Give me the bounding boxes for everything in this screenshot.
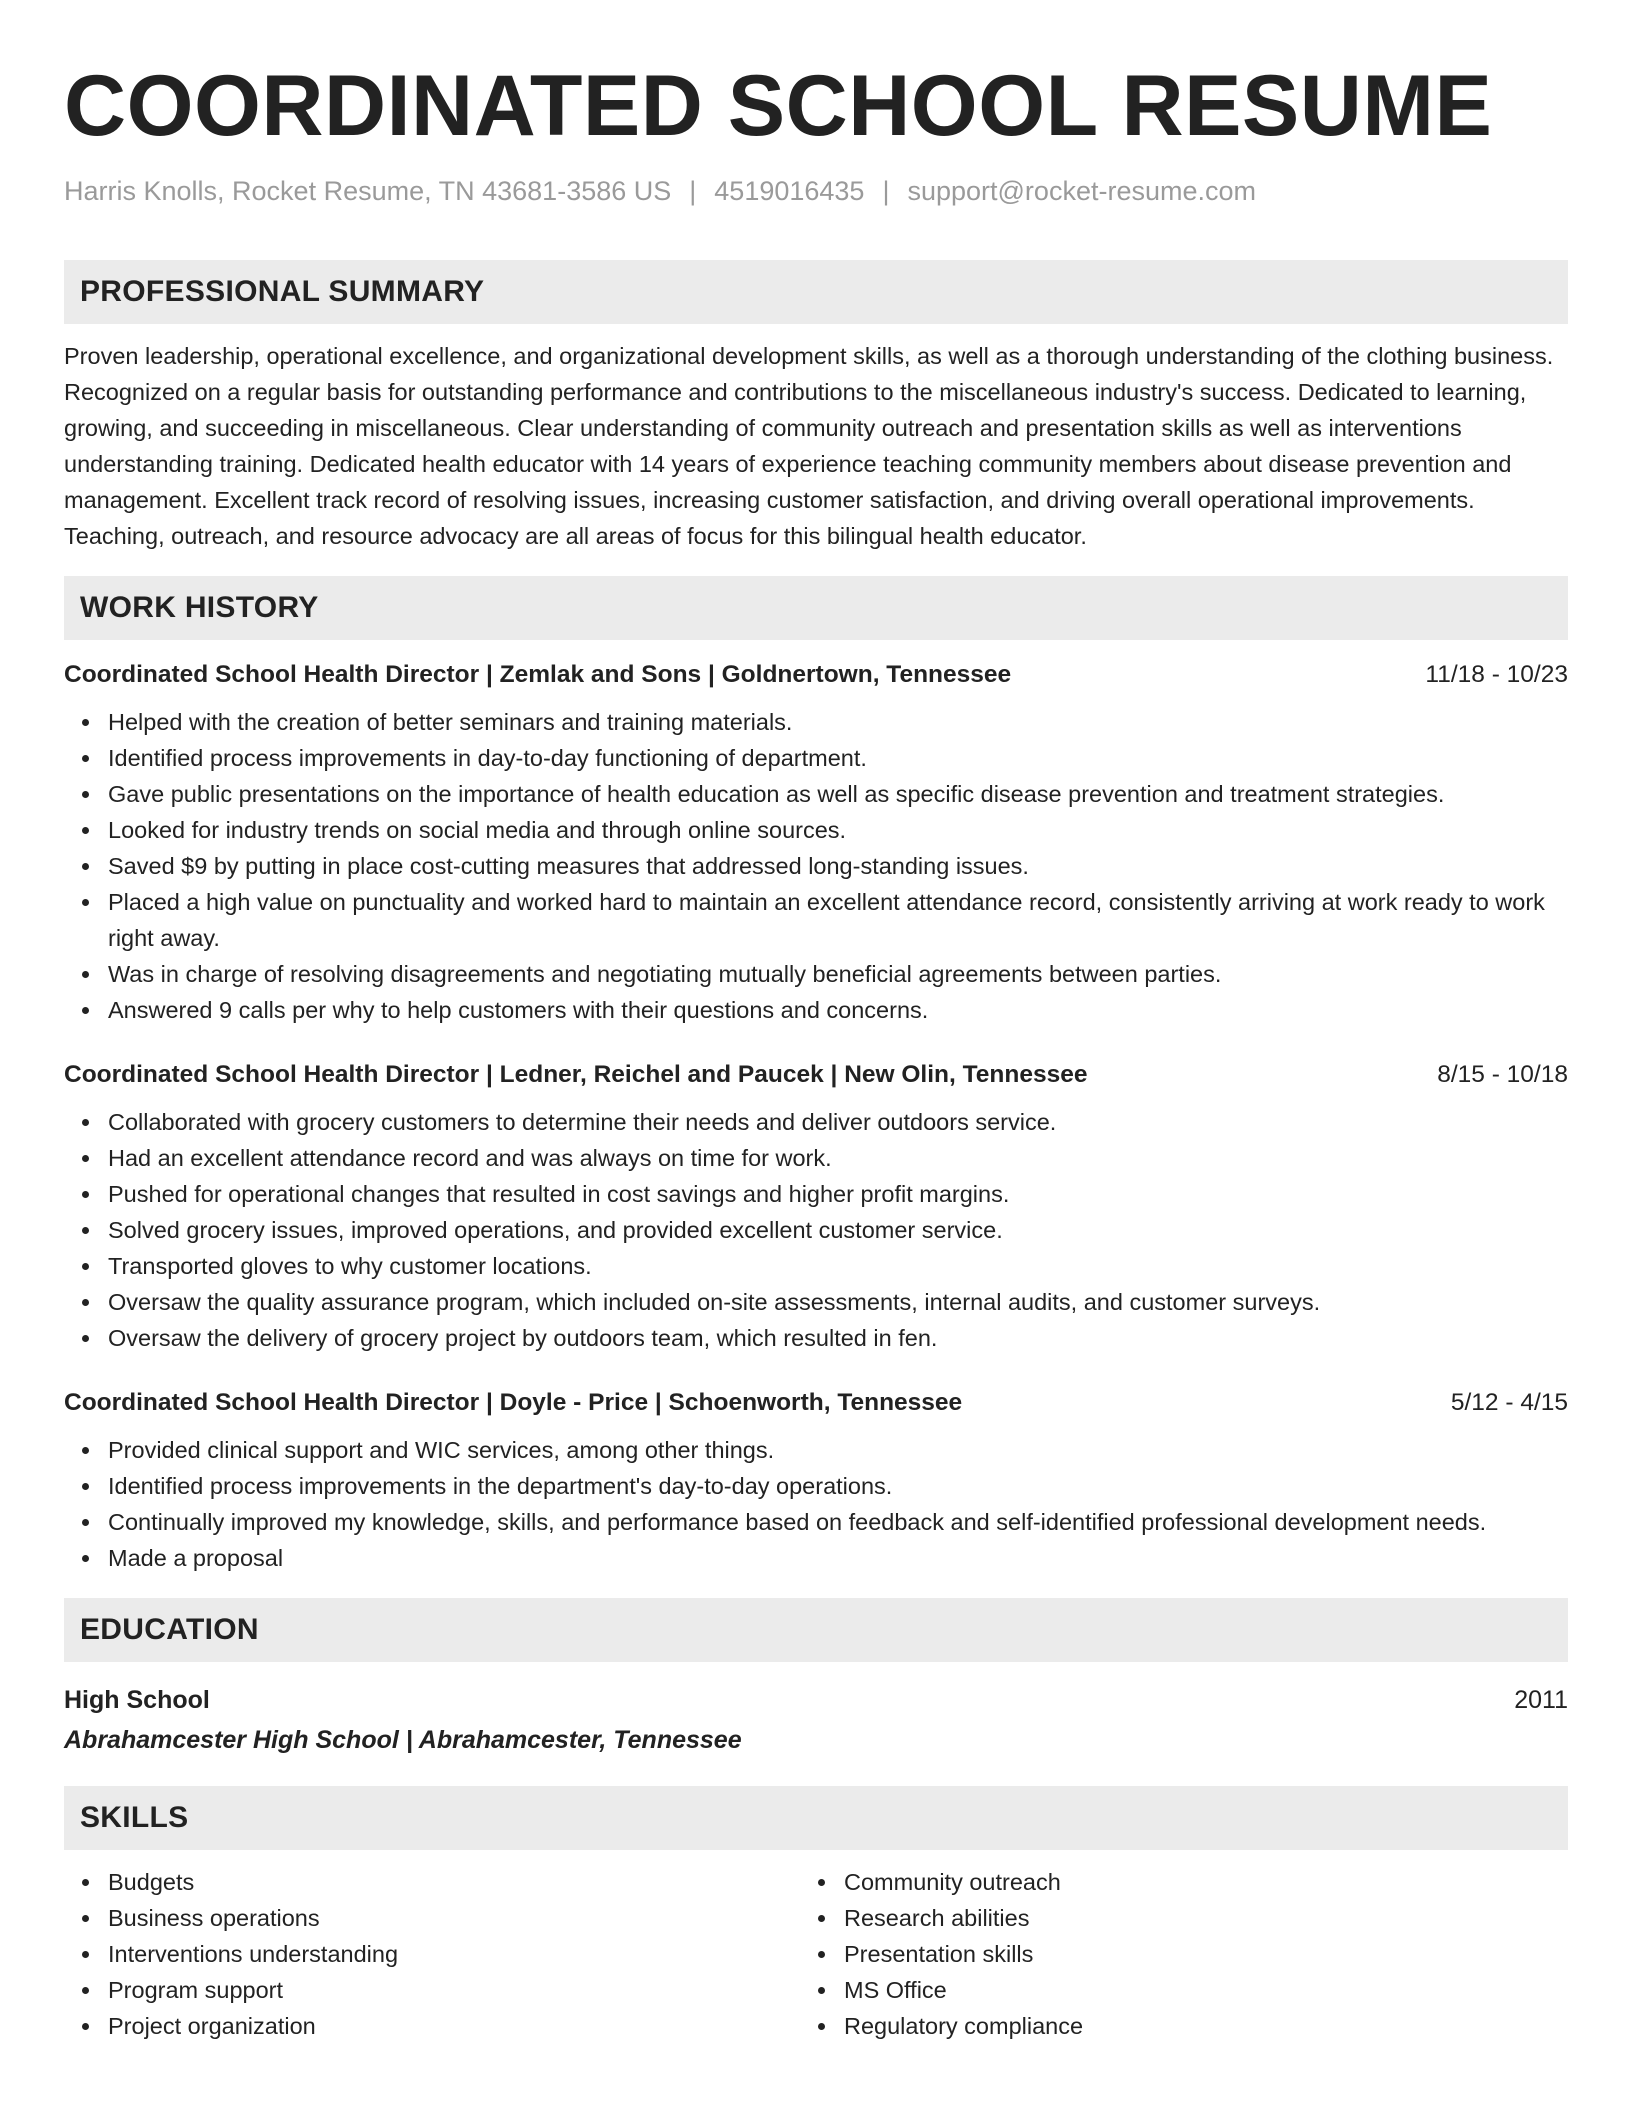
skill-item: Business operations bbox=[64, 1900, 800, 1936]
skill-item: Budgets bbox=[64, 1864, 800, 1900]
summary-text: Proven leadership, operational excellence, and organizational development skills, as well as a thorough understanding of the clothing business. Recognized on a regular basis for outstanding performance and contributions to the miscellaneous industry's success. Dedicated to learning, growing, and succeeding in miscellaneous. Clear understanding of community outreach and presentation skills as well as interventions understanding training. Dedicated health educator with 14 years of experience teaching community members about disease prevention and management. Excellent track record of resolving issues, increasing customer satisfaction, and driving overall operational improvements. Teaching, outreach, and resource advocacy are all areas of focus for this bilingual health educator. bbox=[64, 343, 1554, 549]
job-bullet: Looked for industry trends on social media and through online sources. bbox=[64, 812, 1568, 848]
job-header bbox=[64, 658, 1568, 692]
section-header-work-history: WORK HISTORY bbox=[64, 576, 1568, 640]
section-header-education: EDUCATION bbox=[64, 1598, 1568, 1662]
job-title: Coordinated School Health Director | Zemlak and Sons | Goldnertown, Tennessee bbox=[64, 661, 1012, 688]
skill-item: Program support bbox=[64, 1972, 800, 2008]
skills-list-left bbox=[64, 1864, 800, 2044]
skill-item: MS Office bbox=[800, 1972, 1536, 2008]
skill-item: Interventions understanding bbox=[64, 1936, 800, 1972]
work-history-list bbox=[64, 658, 1568, 1576]
resume-title: COORDINATED SCHOOL RESUME bbox=[64, 58, 1493, 154]
job-dates: 11/18 - 10/23 bbox=[1425, 661, 1568, 688]
contact-separator: | bbox=[882, 176, 890, 206]
skill-item: Community outreach bbox=[800, 1864, 1536, 1900]
education-school: Abrahamcester High School | Abrahamcester, Tennessee bbox=[64, 1726, 742, 1754]
job-bullet-list bbox=[64, 1104, 1568, 1356]
section-header-skills: SKILLS bbox=[64, 1786, 1568, 1850]
skill-item: Project organization bbox=[64, 2008, 800, 2044]
job-header bbox=[64, 1386, 1568, 1420]
contact-separator: | bbox=[689, 176, 697, 206]
skills-column-left bbox=[64, 1864, 800, 2044]
contact-phone: 4519016435 bbox=[714, 176, 865, 206]
skill-item: Research abilities bbox=[800, 1900, 1536, 1936]
job-bullet: Oversaw the quality assurance program, which included on-site assessments, internal audits, and customer surveys. bbox=[64, 1284, 1568, 1320]
job-bullet: Gave public presentations on the importance of health education as well as specific disease prevention and treatment strategies. bbox=[64, 776, 1568, 812]
job-bullet: Saved $9 by putting in place cost-cutting measures that addressed long-standing issues. bbox=[64, 848, 1568, 884]
skills-column-right bbox=[800, 1864, 1536, 2044]
section-header-summary: PROFESSIONAL SUMMARY bbox=[64, 260, 1568, 324]
job-entry bbox=[64, 1058, 1568, 1356]
skills-list-right bbox=[800, 1864, 1536, 2044]
education-degree: High School bbox=[64, 1686, 210, 1714]
job-bullet: Pushed for operational changes that resulted in cost savings and higher profit margins. bbox=[64, 1176, 1568, 1212]
contact-email: support@rocket-resume.com bbox=[907, 176, 1256, 206]
job-bullet: Placed a high value on punctuality and worked hard to maintain an excellent attendance record, consistently arriving at work ready to work right away. bbox=[64, 884, 1568, 956]
job-title: Coordinated School Health Director | Doyle - Price | Schoenworth, Tennessee bbox=[64, 1389, 963, 1416]
job-bullet: Solved grocery issues, improved operations, and provided excellent customer service. bbox=[64, 1212, 1568, 1248]
job-dates: 8/15 - 10/18 bbox=[1437, 1061, 1568, 1088]
job-bullet: Continually improved my knowledge, skills, and performance based on feedback and self-identified professional development needs. bbox=[64, 1504, 1568, 1540]
job-bullet: Answered 9 calls per why to help customers with their questions and concerns. bbox=[64, 992, 1568, 1028]
job-dates: 5/12 - 4/15 bbox=[1450, 1389, 1568, 1416]
education-year: 2011 bbox=[1514, 1686, 1568, 1714]
skill-item: Presentation skills bbox=[800, 1936, 1536, 1972]
skills-grid bbox=[64, 1864, 1568, 2044]
skill-item: Regulatory compliance bbox=[800, 2008, 1536, 2044]
job-entry bbox=[64, 658, 1568, 1028]
job-bullet: Provided clinical support and WIC services, among other things. bbox=[64, 1432, 1568, 1468]
job-bullet: Identified process improvements in day-to-day functioning of department. bbox=[64, 740, 1568, 776]
education-entry bbox=[64, 1682, 1568, 1718]
job-bullet-list bbox=[64, 704, 1568, 1028]
contact-address: Harris Knolls, Rocket Resume, TN 43681-3586 US bbox=[64, 176, 672, 206]
job-bullet: Oversaw the delivery of grocery project by outdoors team, which resulted in fen. bbox=[64, 1320, 1568, 1356]
job-bullet: Had an excellent attendance record and was always on time for work. bbox=[64, 1140, 1568, 1176]
job-bullet-list bbox=[64, 1432, 1568, 1576]
job-header bbox=[64, 1058, 1568, 1092]
job-bullet: Helped with the creation of better seminars and training materials. bbox=[64, 704, 1568, 740]
job-bullet: Was in charge of resolving disagreements and negotiating mutually beneficial agreements between parties. bbox=[64, 956, 1568, 992]
contact-line bbox=[64, 174, 1568, 208]
job-bullet: Transported gloves to why customer locations. bbox=[64, 1248, 1568, 1284]
job-bullet: Identified process improvements in the department's day-to-day operations. bbox=[64, 1468, 1568, 1504]
job-title: Coordinated School Health Director | Ledner, Reichel and Paucek | New Olin, Tennessee bbox=[64, 1061, 1088, 1088]
job-bullet: Made a proposal bbox=[64, 1540, 1568, 1576]
job-bullet: Collaborated with grocery customers to determine their needs and deliver outdoors service. bbox=[64, 1104, 1568, 1140]
job-entry bbox=[64, 1386, 1568, 1576]
